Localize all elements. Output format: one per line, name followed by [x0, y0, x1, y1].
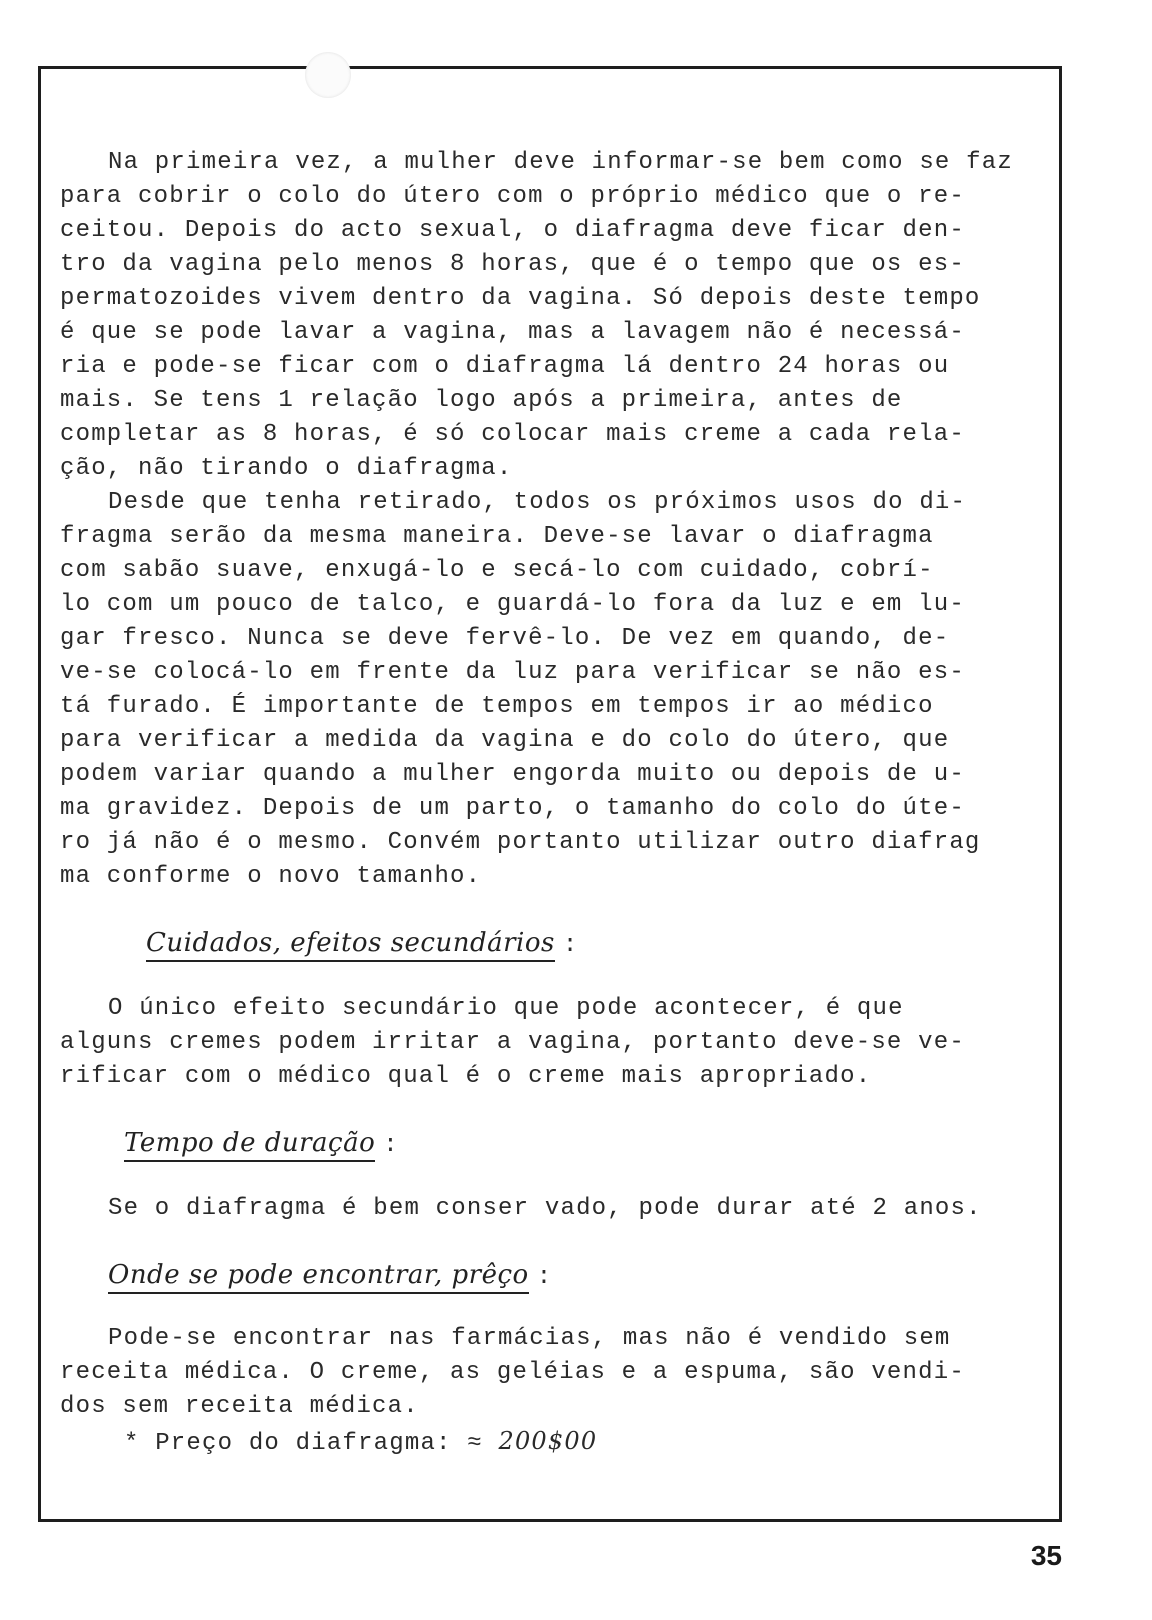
heading-colon: :	[383, 1132, 398, 1159]
text-line: tro da vagina pelo menos 8 horas, que é o tempo que os es-	[60, 251, 965, 278]
text-line: permatozoides vivem dentro da vagina. Só depois deste tempo	[60, 285, 981, 312]
heading-duration-block	[124, 1128, 1050, 1162]
text-line: ceitou. Depois do acto sexual, o diafragma deve ficar den-	[60, 217, 965, 244]
text-line: Pode-se encontrar nas farmácias, mas não é vendido sem	[108, 1325, 951, 1352]
text-line: Se o diafragma é bem conser vado, pode durar até 2 anos.	[108, 1195, 982, 1222]
text-line: Desde que tenha retirado, todos os próximos usos do di-	[108, 489, 967, 516]
text-line: tá furado. É importante de tempos em tempos ir ao médico	[60, 693, 934, 720]
text-line: mais. Se tens 1 relação logo após a primeira, antes de	[60, 387, 903, 414]
text-line: ria e pode-se ficar com o diafragma lá dentro 24 horas ou	[60, 353, 950, 380]
heading-duration: Tempo de duração	[124, 1128, 375, 1162]
heading-effects: Cuidados, efeitos secundários	[146, 928, 555, 962]
paragraph-first-use	[60, 146, 1050, 486]
text-line: O único efeito secundário que pode acontecer, é que	[108, 995, 904, 1022]
text-line: Na primeira vez, a mulher deve informar-se bem como se faz	[108, 149, 1013, 176]
heading-where-price: Onde se pode encontrar, prêço	[108, 1260, 529, 1294]
text-line: ção, não tirando o diafragma.	[60, 455, 513, 482]
price-label: * Preço do diafragma: ≈	[124, 1430, 483, 1457]
text-line: podem variar quando a mulher engorda muito ou depois de u-	[60, 761, 965, 788]
price-value: 200$00	[498, 1427, 598, 1455]
text-line: dos sem receita médica.	[60, 1393, 419, 1420]
heading-where-block	[108, 1260, 1050, 1294]
document-body	[60, 146, 1050, 1461]
price-note	[60, 1424, 1050, 1461]
heading-effects-block	[146, 928, 1050, 962]
text-line: completar as 8 horas, é só colocar mais creme a cada rela-	[60, 421, 965, 448]
text-line: ma conforme o novo tamanho.	[60, 863, 482, 890]
text-line: rificar com o médico qual é o creme mais apropriado.	[60, 1063, 872, 1090]
text-line: receita médica. O creme, as geléias e a espuma, são vendi-	[60, 1359, 965, 1386]
text-line: ro já não é o mesmo. Convém portanto utilizar outro diafrag	[60, 829, 981, 856]
text-line: fragma serão da mesma maneira. Deve-se lavar o diafragma	[60, 523, 934, 550]
paragraph-maintenance	[60, 486, 1050, 894]
text-line: é que se pode lavar a vagina, mas a lavagem não é necessá-	[60, 319, 965, 346]
text-line: com sabão suave, enxugá-lo e secá-lo com cuidado, cobrí-	[60, 557, 934, 584]
text-line: lo com um pouco de talco, e guardá-lo fora da luz e em lu-	[60, 591, 965, 618]
text-line: para verificar a medida da vagina e do colo do útero, que	[60, 727, 950, 754]
heading-colon: :	[536, 1264, 552, 1291]
text-line: para cobrir o colo do útero com o próprio médico que o re-	[60, 183, 965, 210]
punch-hole	[305, 52, 351, 98]
text-line: ma gravidez. Depois de um parto, o tamanho do colo do úte-	[60, 795, 965, 822]
paragraph-where	[60, 1322, 1050, 1424]
paragraph-side-effects	[60, 992, 1050, 1094]
text-line: gar fresco. Nunca se deve fervê-lo. De vez em quando, de-	[60, 625, 950, 652]
text-line: ve-se colocá-lo em frente da luz para verificar se não es-	[60, 659, 965, 686]
heading-colon: :	[562, 932, 578, 959]
paragraph-duration	[60, 1192, 1050, 1226]
text-line: alguns cremes podem irritar a vagina, portanto deve-se ve-	[60, 1029, 965, 1056]
page-number: 35	[1030, 1540, 1062, 1571]
